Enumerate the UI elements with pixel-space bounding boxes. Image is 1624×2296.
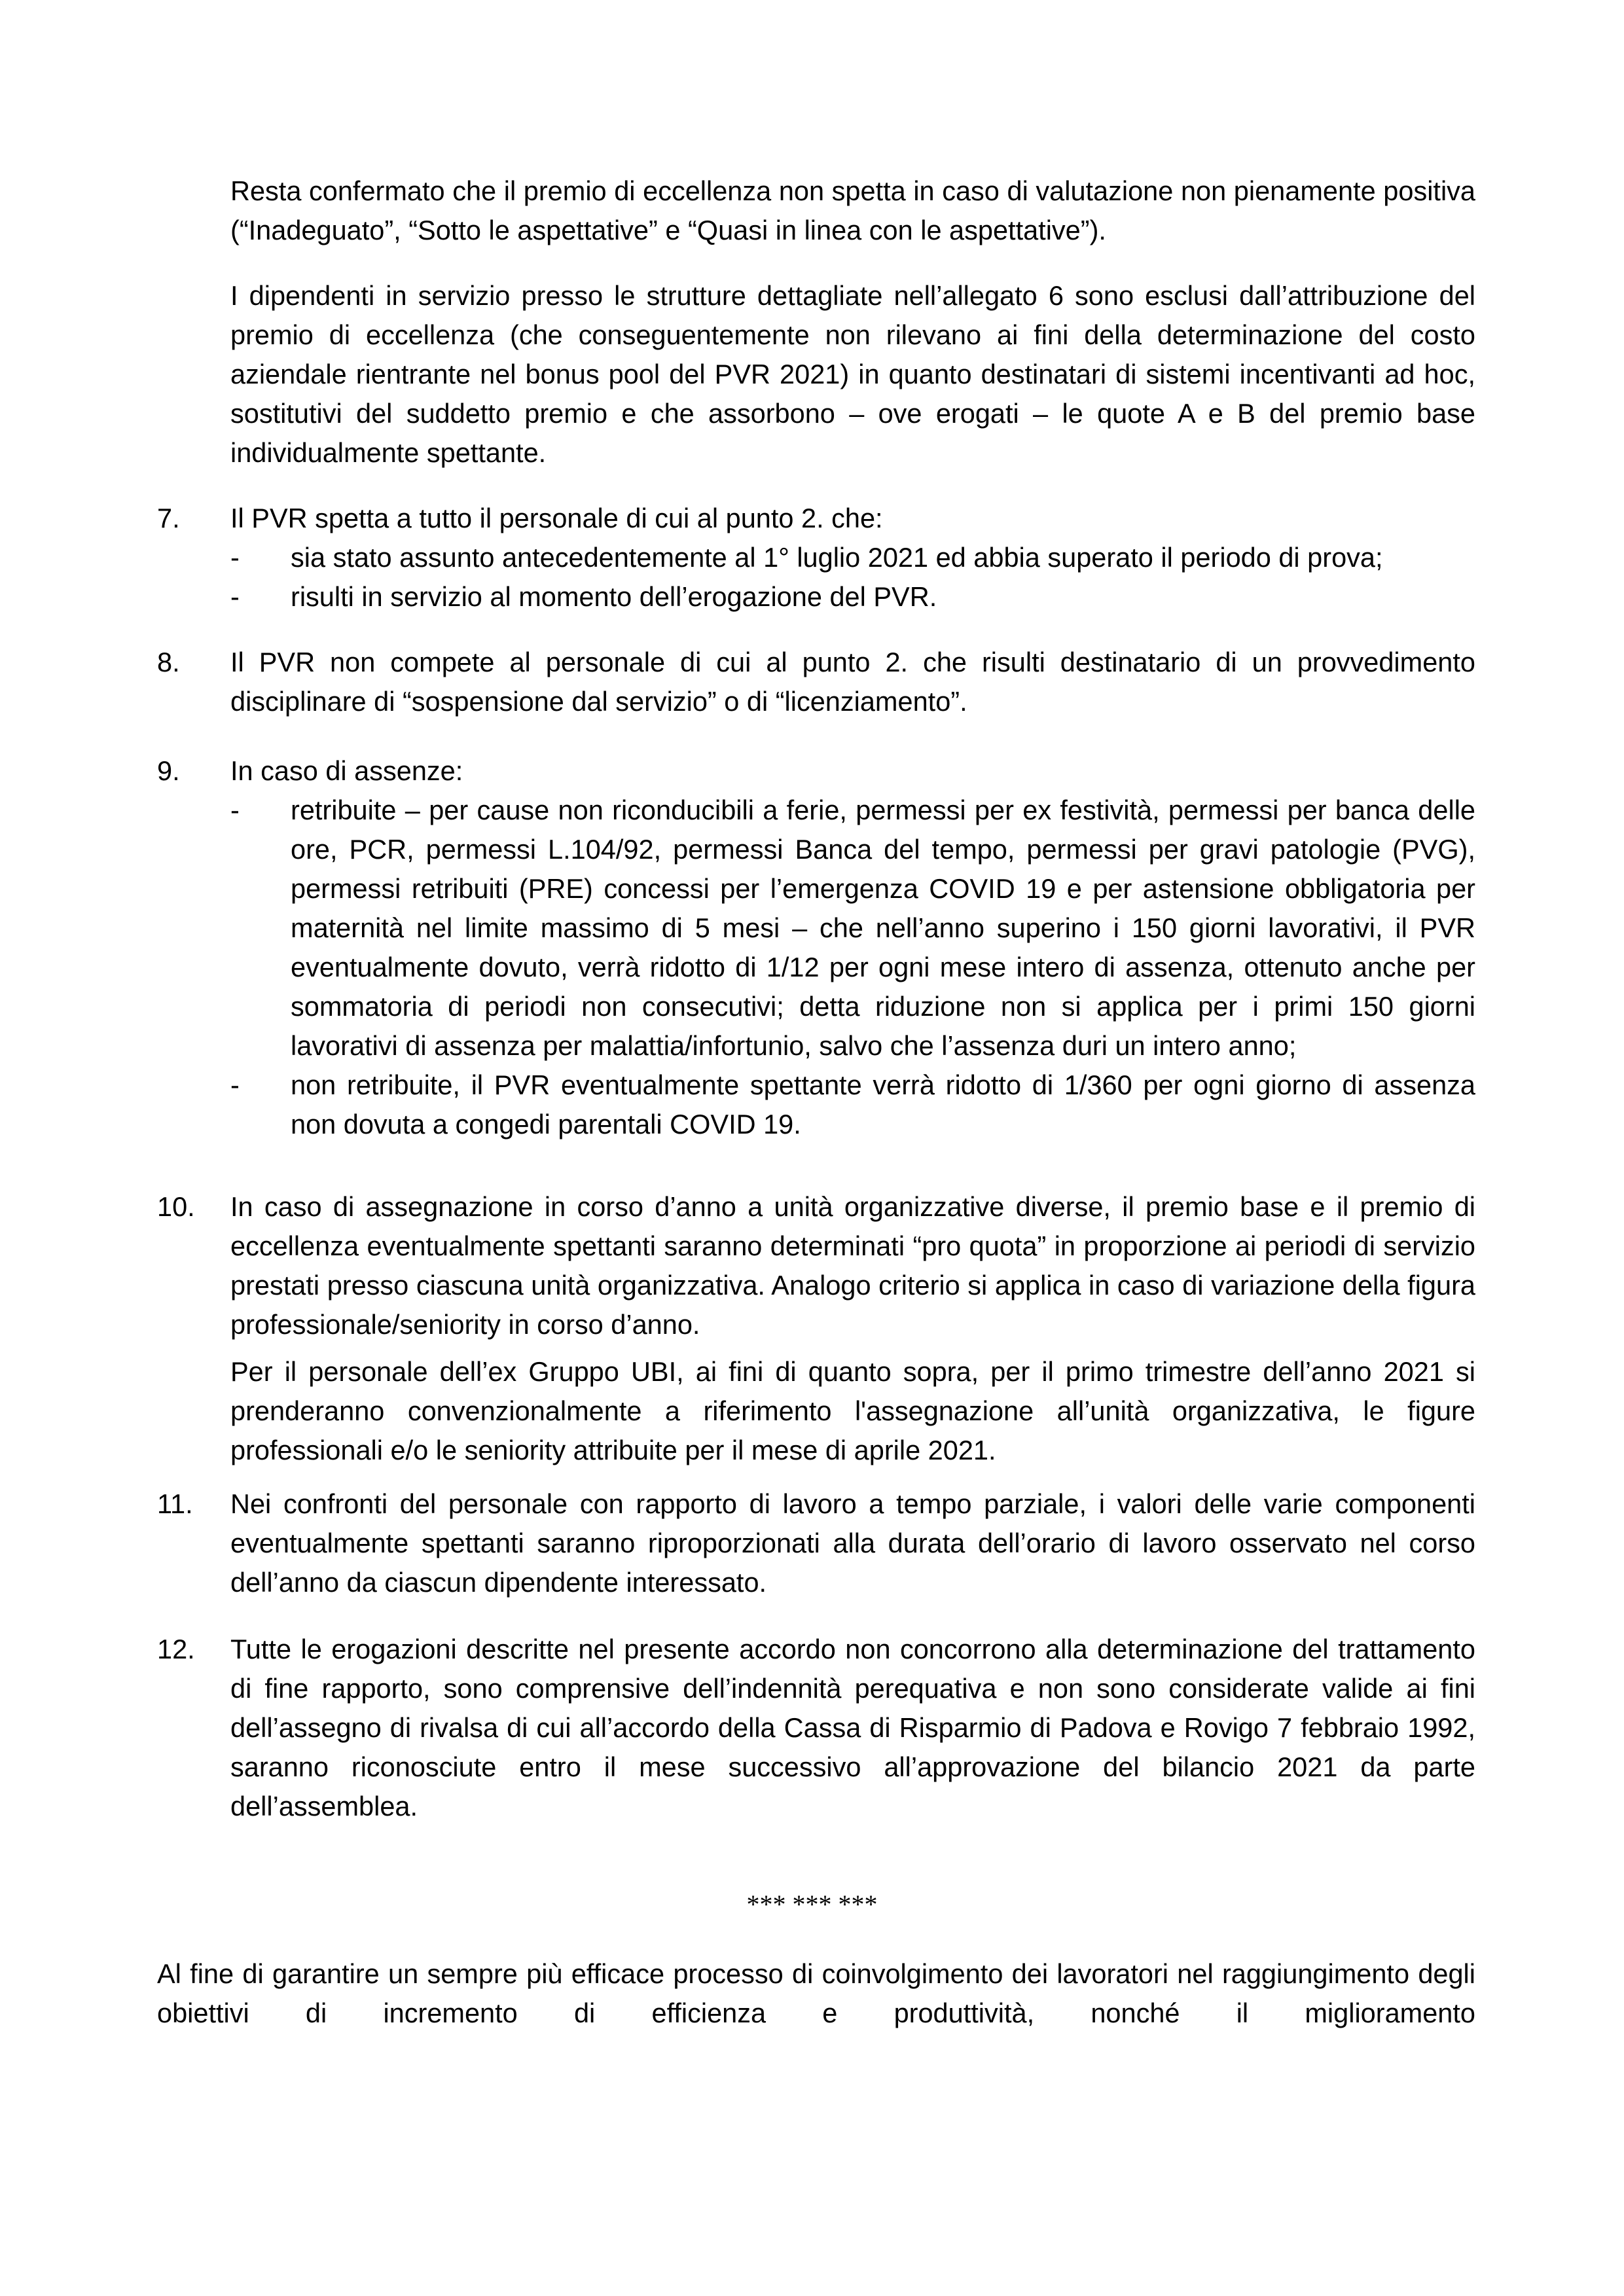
item-text: Tutte le erogazioni descritte nel presente accordo non concorrono alla determinazione del trattamento di fine rapporto, sono comprensive dell’indennità perequativa e non sono considerate valide ai fini dell’assegno di rivalsa di cui all’accordo della Cassa di Risparmio di Padova e Rovigo 7 febbraio 1992, saranno riconosciute entro il mese successivo all’approvazione del bilancio 2021 da parte dell’assemblea. [230,1634,1475,1821]
item-8 [230,643,1475,721]
final-paragraph [157,1954,1475,2033]
item-number: 10. [157,1191,195,1222]
dash-item: - risulti in servizio al momento dell’erogazione del PVR. [230,577,1475,617]
section-separator: *** *** *** [746,1890,878,1919]
intro-paragraph-2 [230,276,1475,473]
dash-marker: - [230,542,240,573]
dash-item: - retribuite – per cause non riconducibili a ferie, permessi per ex festività, permessi per banca delle ore, PCR, permessi L.104/92, permessi Banca del tempo, permessi per gravi patologie (PVG), permessi retribuiti (PRE) concessi per l’emergenza COVID 19 e per astensione obbligatoria per maternità nel limite massimo di 5 mesi – che nell’anno superino i 150 giorni lavorativi, il PVR eventualmente dovuto, verrà ridotto di 1/12 per ogni mese intero di assenza, ottenuto anche per sommatoria di periodi non consecutivi; detta riduzione non si applica per i primi 150 giorni lavorativi di assenza per malattia/infortunio, salvo che l’assenza duri un intero anno; [230,791,1475,1066]
item-text: In caso di assegnazione in corso d’anno a unità organizzative diverse, il premio base e il premio di eccellenza eventualmente spettanti saranno determinati “pro quota” in proporzione ai periodi di servizio prestati presso ciascuna unità organizzativa. Analogo criterio si applica in caso di variazione della figura professionale/seniority in corso d’anno. [230,1191,1475,1340]
paragraph-text: Al fine di garantire un sempre più efficace processo di coinvolgimento dei lavoratori nel raggiungimento degli obiettivi di incremento di efficienza e produttività, nonché il miglioramento [157,1958,1475,2028]
intro-paragraph-1 [230,171,1475,250]
item-number: 9. [157,755,180,786]
item-number: 11. [157,1488,193,1519]
dash-marker: - [230,1069,240,1100]
item-text: Il PVR spetta a tutto il personale di cui al punto 2. che: [230,503,883,533]
dash-list [230,791,1475,1144]
item-10 [230,1187,1475,1470]
item-number: 12. [157,1634,195,1664]
item-text-continued: Per il personale dell’ex Gruppo UBI, ai fini di quanto sopra, per il primo trimestre dell’anno 2021 si prenderanno convenzionalmente a riferimento l'assegnazione all’unità organizzativa, le figure professionali e/o le seniority attribuite per il mese di aprile 2021. [230,1356,1475,1465]
paragraph-text: I dipendenti in servizio presso le strutture dettagliate nell’allegato 6 sono esclusi dall’attribuzione del premio di eccellenza (che conseguentemente non rilevano ai fini della determinazione del costo aziendale rientrante nel bonus pool del PVR 2021) in quanto destinatari di sistemi incentivanti ad hoc, sostitutivi del suddetto premio e che assorbono – ove erogati – le quote A e B del premio base individualmente spettante. [230,280,1475,468]
item-number: 8. [157,647,180,677]
dash-marker: - [230,795,240,825]
paragraph-text: Resta confermato che il premio di eccellenza non spetta in caso di valutazione non pienamente positiva (“Inadeguato”, “Sotto le aspettative” e “Quasi in linea con le aspettative”). [230,175,1475,245]
item-number: 7. [157,503,180,533]
item-9 [230,751,1475,1144]
item-text: Nei confronti del personale con rapporto di lavoro a tempo parziale, i valori delle varie componenti eventualmente spettanti saranno riproporzionati alla durata dell’orario di lavoro osservato nel corso dell’anno da ciascun dipendente interessato. [230,1488,1475,1598]
item-11 [230,1484,1475,1602]
item-text: Il PVR non compete al personale di cui al punto 2. che risulti destinatario di un provvedimento disciplinare di “sospensione dal servizio” o di “licenziamento”. [230,647,1475,717]
item-text: In caso di assenze: [230,755,463,786]
dash-marker: - [230,581,240,612]
dash-list [230,538,1475,617]
item-12 [230,1630,1475,1826]
dash-item: - non retribuite, il PVR eventualmente spettante verrà ridotto di 1/360 per ogni giorno di assenza non dovuta a congedi parentali COVID 19. [230,1066,1475,1144]
item-7 [230,499,1475,617]
dash-item: - sia stato assunto antecedentemente al 1° luglio 2021 ed abbia superato il periodo di prova; [230,538,1475,577]
